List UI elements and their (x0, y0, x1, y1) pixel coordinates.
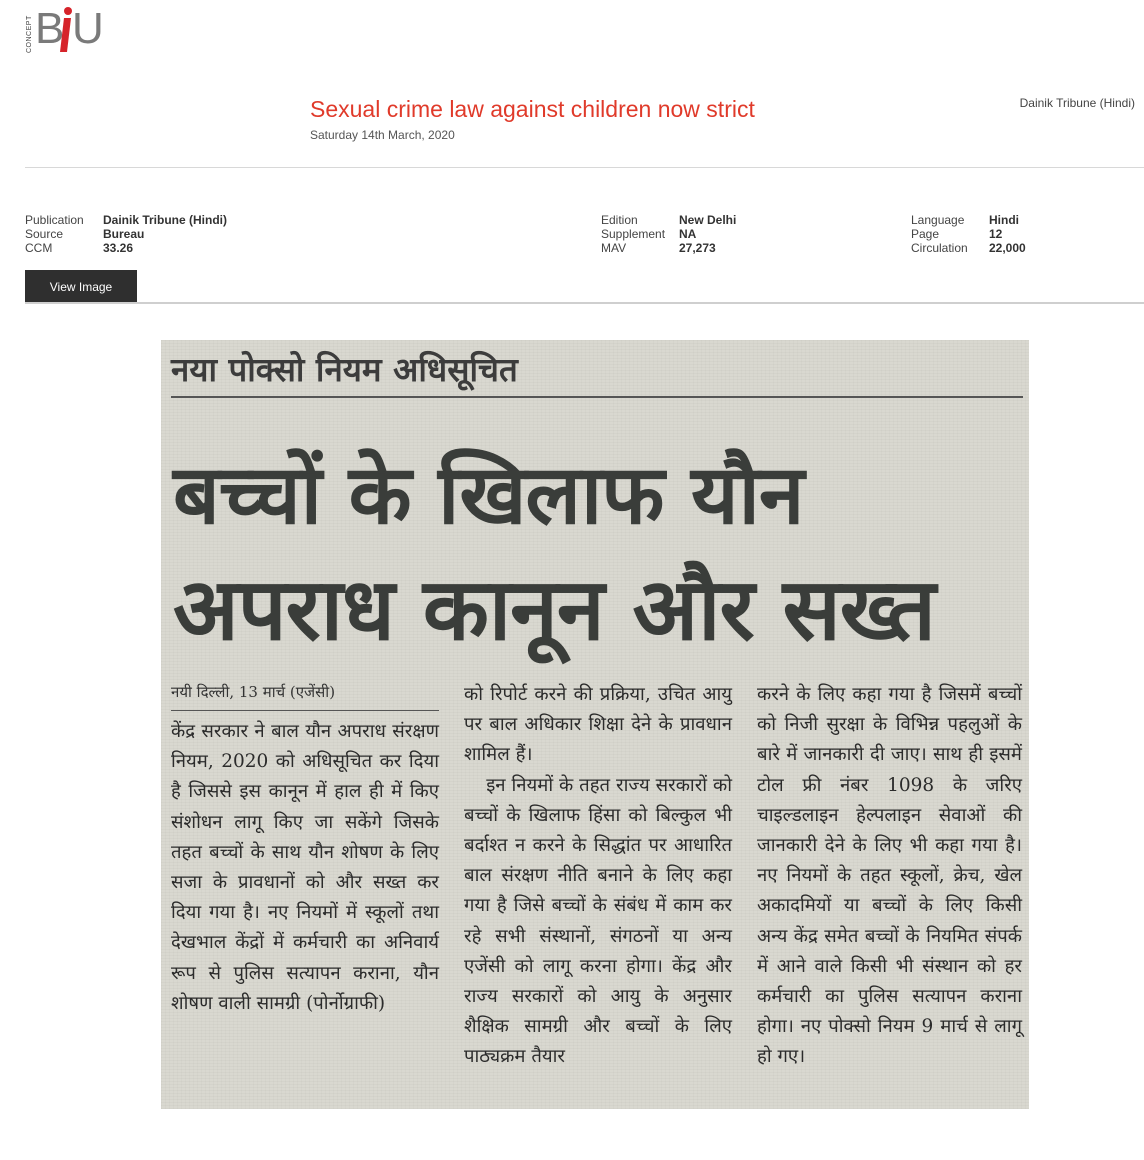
clipping-column-3 (757, 680, 1022, 1073)
clipping-column-1 (171, 680, 439, 1019)
meta-row-ccm (25, 241, 227, 255)
article-title: Sexual crime law against children now strict (310, 96, 755, 122)
meta-value: 27,273 (679, 241, 716, 255)
logo-letter-u: U (72, 4, 102, 53)
article-date: Saturday 14th March, 2020 (310, 128, 455, 142)
meta-row-circulation (911, 241, 1026, 255)
publication-name: Dainik Tribune (Hindi) (1019, 96, 1135, 110)
meta-column-1 (25, 213, 227, 255)
clipping-kicker: नया पोक्सो नियम अधिसूचित (171, 350, 518, 389)
logo-concept-text: CONCEPT (26, 15, 33, 53)
clipping-column-2 (464, 680, 732, 1073)
column-paragraph: इन नियमों के तहत राज्य सरकारों को बच्चों के खिलाफ हिंसा को बिल्कुल भी बर्दाश्त न करने के सिद्धांत पर आधारित बाल संरक्षण नीति बनाने के लिए कहा गया है जिसे बच्चों के संबंध में काम कर रहे सभी संस्थानों, संगठनों या अन्य एजेंसी को लागू करना होगा। केंद्र और राज्य सरकारों को आयु के अनुसार शैक्षिक सामग्री और बच्चों के लिए पाठ्यक्रम तैयार (464, 774, 732, 1068)
meta-label: Page (911, 227, 940, 241)
meta-label: Publication (25, 213, 84, 227)
meta-row-source (25, 227, 227, 241)
tab-underline (25, 302, 1144, 304)
clipping-dateline: नयी दिल्ली, 13 मार्च (एजेंसी) (171, 683, 336, 701)
meta-label: Circulation (911, 241, 968, 255)
meta-value: Bureau (103, 227, 145, 241)
dateline-rule (171, 710, 439, 711)
tab-view-image[interactable]: View Image (25, 270, 137, 303)
meta-row-mav (601, 241, 736, 255)
meta-row-page (911, 227, 1026, 241)
column-paragraph: करने के लिए कहा गया है जिसमें बच्चों को निजी सुरक्षा के विभिन्न पहलुओं के बारे में जानकारी दी जाए। साथ ही इसमें टोल फ्री नंबर 1098 के जरिए चाइल्डलाइन हेल्पलाइन सेवाओं की जानकारी देने के लिए भी कहा गया है। नए नियमों के तहत स्कूलों, क्रेच, खेल अकादमियों या बच्चों के लिए किसी अन्य केंद्र समेत बच्चों के नियमित संपर्क में आने वाले किसी भी संस्थान को हर कर्मचारी का पुलिस सत्यापन कराना होगा। नए पोक्सो नियम 9 मार्च से लागू हो गए। (757, 684, 1022, 1068)
column-paragraph: केंद्र सरकार ने बाल यौन अपराध संरक्षण नियम, 2020 को अधिसूचित कर दिया है जिससे इस कानून में हाल ही में किए संशोधन लागू किए जा सकेंगे जिसके तहत बच्चों के साथ यौन शोषण के लिए सजा के प्रावधानों को और सख्त कर दिया गया है। नए नियमों में स्कूलों तथा देखभाल केंद्रों में कर्मचारी का अनिवार्य रूप से पुलिस सत्यापन कराना, यौन शोषण वाली सामग्री (पोर्नोग्राफी) (171, 721, 439, 1014)
meta-column-3 (911, 213, 1026, 255)
meta-value: NA (679, 227, 697, 241)
logo-i-mark (59, 6, 73, 54)
meta-row-language (911, 213, 1026, 227)
meta-value: 33.26 (103, 241, 134, 255)
meta-label: Language (911, 213, 965, 227)
meta-value: 22,000 (989, 241, 1026, 255)
meta-label: Source (25, 227, 64, 241)
meta-row-supplement (601, 227, 736, 241)
clipping-headline-line-2: अपराध कानून और सख्त (173, 559, 935, 660)
newspaper-clipping-image (161, 340, 1029, 1109)
meta-value: New Delhi (679, 213, 737, 227)
meta-label: CCM (25, 241, 53, 255)
meta-value: Hindi (989, 213, 1019, 227)
kicker-rule (171, 396, 1023, 398)
meta-row-publication (25, 213, 227, 227)
column-paragraph: को रिपोर्ट करने की प्रक्रिया, उचित आयु पर बाल अधिकार शिक्षा देने के प्रावधान शामिल हैं। (464, 684, 732, 766)
meta-label: Supplement (601, 227, 666, 241)
meta-label: Edition (601, 213, 638, 227)
clipping-headline-line-1: बच्चों के खिलाफ यौन (173, 447, 804, 543)
meta-value: 12 (989, 227, 1003, 241)
header-divider (25, 167, 1144, 168)
meta-label: MAV (601, 241, 627, 255)
meta-column-2 (601, 213, 736, 255)
meta-row-edition (601, 213, 736, 227)
brand-logo[interactable] (26, 6, 116, 52)
logo-letter-b: B (35, 4, 63, 53)
meta-value: Dainik Tribune (Hindi) (103, 213, 228, 227)
